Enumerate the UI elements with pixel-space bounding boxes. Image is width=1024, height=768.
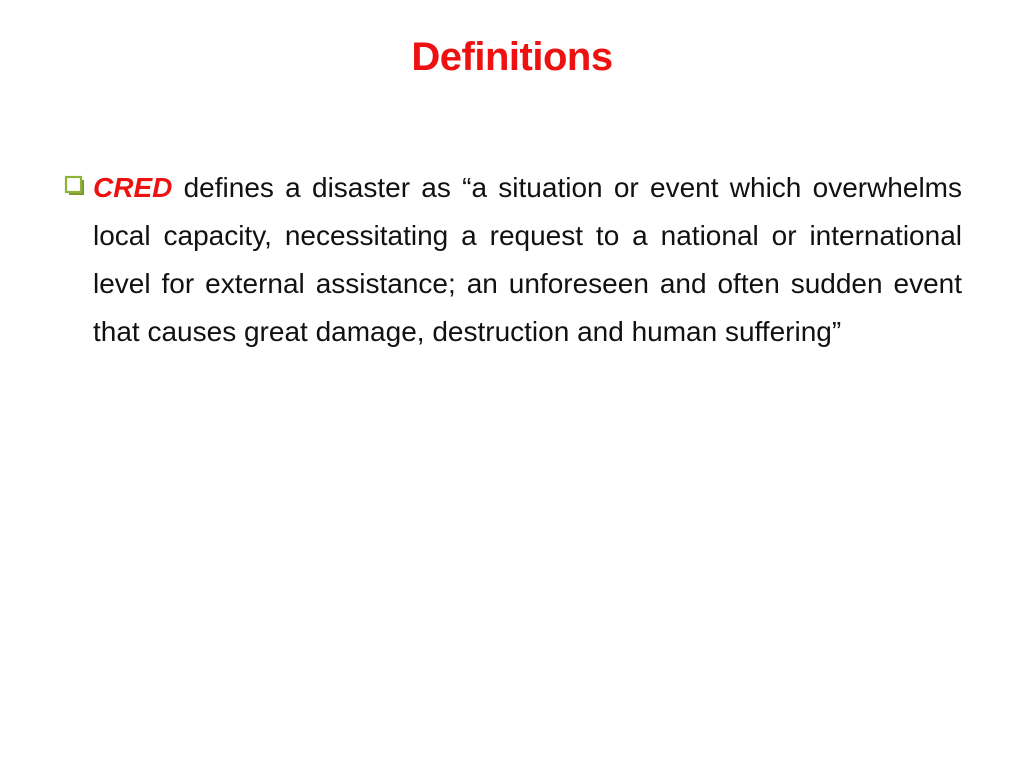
cred-term: CRED — [93, 172, 173, 203]
bullet-text — [64, 164, 962, 356]
definition-text: defines a disaster as “a situation or event which overwhelms local capacity, necessitating a request to a national or international level for external assistance; an unforeseen and often sudden event that causes great damage, destruction and human suffering” — [93, 172, 962, 347]
slide-title: Definitions — [411, 35, 613, 79]
bullet-item — [64, 164, 962, 356]
